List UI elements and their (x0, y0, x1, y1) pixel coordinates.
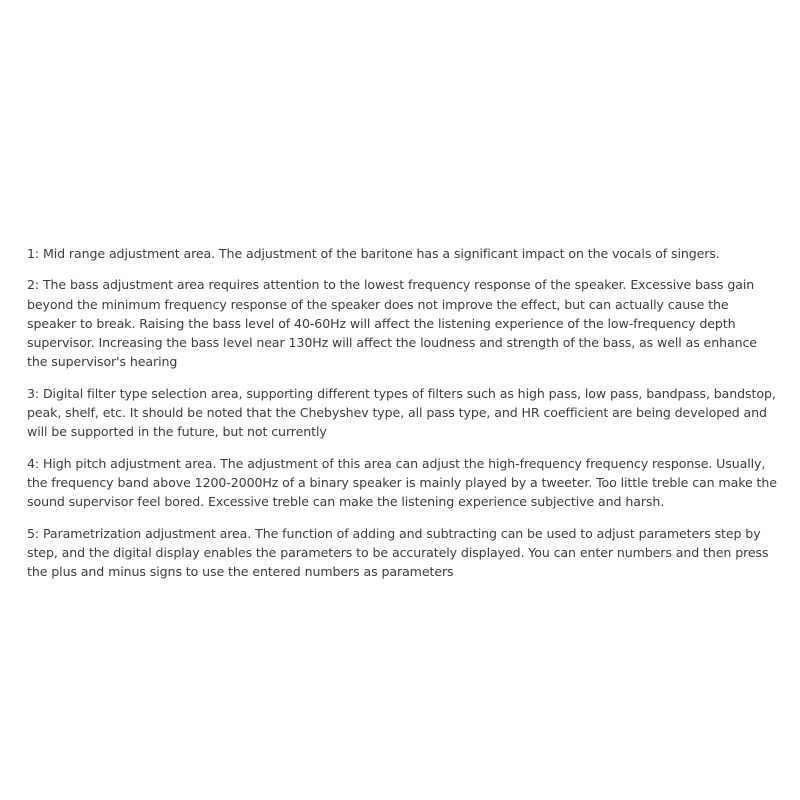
paragraph-filter-type: 3: Digital filter type selection area, supporting different types of filters such as high pass, low pass, bandpass, bandstop, peak, shelf, etc. It should be noted that the Chebyshev type, all pass type, and HR coefficient are being developed and will be supported in the future, but not currently (27, 385, 776, 440)
paragraph-bass: 2: The bass adjustment area requires attention to the lowest frequency response of the speaker. Excessive bass gain beyond the minimum frequency response of the speaker does not improve the effect, but can actually cause the speaker to break. Raising the bass level of 40-60Hz will affect the listening experience of the low-frequency depth supervisor. Increasing the bass level near 130Hz will affect the loudness and strength of the bass, as well as enhance the supervisor's hearing (27, 277, 757, 370)
paragraph-mid-range: 1: Mid range adjustment area. The adjustment of the baritone has a significant impact on the vocals of singers. (27, 246, 720, 261)
paragraph-parametrization: 5: Parametrization adjustment area. The function of adding and subtracting can be used to adjust parameters step by step, and the digital display enables the parameters to be accurately displayed. You can enter numbers and then press the plus and minus signs to use the entered numbers as parameters (27, 525, 769, 580)
description-document (27, 244, 777, 581)
paragraph-high-pitch: 4: High pitch adjustment area. The adjustment of this area can adjust the high-frequency frequency response. Usually, the frequency band above 1200-2000Hz of a binary speaker is mainly played by a tweeter. Too little treble can make the sound supervisor feel bored. Excessive treble can make the listening experience subjective and harsh. (27, 455, 777, 510)
